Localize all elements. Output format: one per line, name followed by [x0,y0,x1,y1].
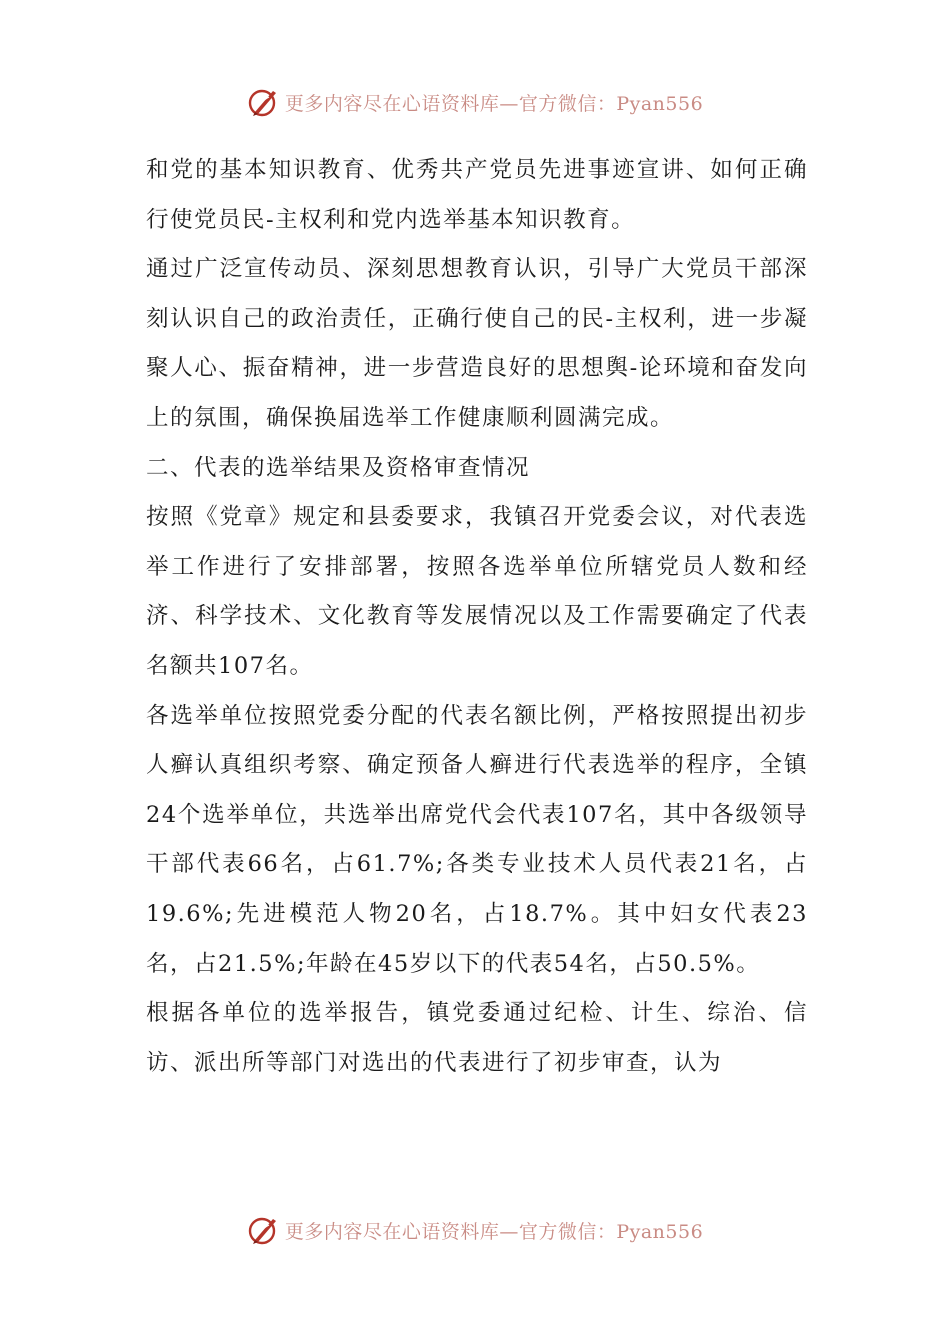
paragraph-5: 根据各单位的选举报告，镇党委通过纪检、计生、综治、信访、派出所等部门对选出的代表进行了初步审查，认为 [146,1000,808,1076]
pen-in-circle-icon [247,1213,281,1247]
pen-in-circle-icon [247,85,281,119]
header-watermark-banner [0,82,950,122]
paragraph-2: 通过广泛宣传动员、深刻思想教育认识，引导广大党员干部深刻认识自己的政治责任，正确行使自己的民-主权利，进一步凝聚人心、振奋精神，进一步营造良好的思想舆-论环境和奋发向上的氛围，确保换届选举工作健康顺利圆满完成。 [146,256,808,431]
section-heading: 二、代表的选举结果及资格审查情况 [146,454,531,481]
footer-watermark-banner [0,1210,950,1250]
paragraph-4: 各选举单位按照党委分配的代表名额比例，严格按照提出初步人癣认真组织考察、确定预备人癣进行代表选举的程序，全镇24个选举单位，共选举出席党代会代表107名，其中各级领导干部代表66名，占61.7%;各类专业技术人员代表21名，占19.6%;先进模范人物20名，占18.7%。其中妇女代表23名，占21.5%;年龄在45岁以下的代表54名，占50.5%。 [146,702,808,977]
watermark-text: 更多内容尽在心语资料库—官方微信：Pyan556 [284,92,704,115]
watermark-text: 更多内容尽在心语资料库—官方微信：Pyan556 [284,1220,704,1243]
paragraph-1: 和党的基本知识教育、优秀共产党员先进事迹宣讲、如何正确行使党员民-主权利和党内选举基本知识教育。 [146,157,808,233]
document-body [146,146,808,1088]
paragraph-3: 按照《党章》规定和县委要求，我镇召开党委会议，对代表选举工作进行了安排部署，按照各选举单位所辖党员人数和经济、科学技术、文化教育等发展情况以及工作需要确定了代表名额共107名。 [146,504,808,679]
